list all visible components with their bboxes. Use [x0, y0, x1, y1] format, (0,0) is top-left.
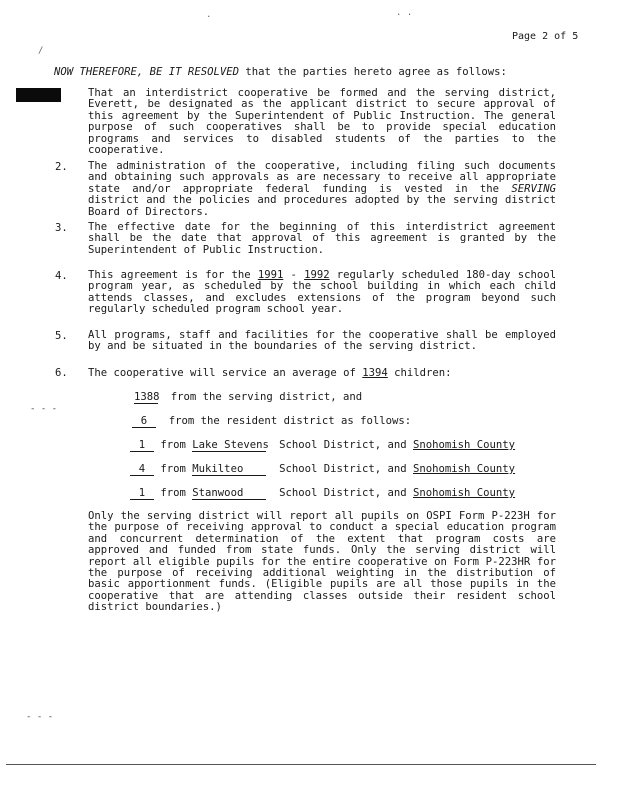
clause-5 [88, 330, 556, 353]
scan-mark: - - - [26, 712, 54, 722]
scan-speck: / [38, 46, 44, 56]
clause-2-number: 2. [55, 161, 68, 173]
clause-2-serving: SERVING [511, 182, 556, 195]
serving-count-line [134, 391, 362, 404]
district-county: Snohomish County [413, 487, 516, 499]
program-year-start: 1991 [257, 269, 284, 281]
serving-count: 1388 [134, 391, 160, 403]
clause-6 [88, 367, 452, 379]
bottom-rule [6, 764, 596, 765]
scan-speck: . . [396, 8, 413, 18]
district-count: 1 [130, 439, 154, 452]
clause-4-text-b: regularly scheduled 180-day school program year, as scheduled by the school building in which each child attends classes, and excludes extensions of the program beyond such regularly scheduled program school year. [88, 269, 556, 316]
district-school: School District, and [279, 439, 407, 451]
clause-4-number: 4. [55, 270, 68, 282]
district-school: School District, and [279, 487, 407, 499]
program-year-end: 1992 [304, 269, 330, 281]
scan-speck: . [206, 10, 212, 20]
page-number: Page 2 of 5 [512, 31, 579, 42]
redaction-block [16, 88, 61, 102]
serving-count-text: from the serving district, and [170, 391, 363, 403]
clause-4-text-a: This agreement is for the [88, 269, 258, 281]
program-year-dash: - [283, 269, 305, 281]
district-from: from [160, 487, 186, 499]
clause-1-text: That an interdistrict cooperative be formed and the serving district, Everett, be designated as the applicant district to secure approval of this agreement by the Superintendent of Public Instruction. The general purpose of such cooperatives shall be to provide special education programs and services to disabled students of the parties to the cooperative. [88, 87, 556, 157]
clause-1 [88, 88, 556, 156]
clause-6-text-a: The cooperative will service an average of [88, 367, 363, 379]
resident-count: 6 [132, 415, 156, 428]
district-school: School District, and [279, 463, 407, 475]
resolution-rest: that the parties hereto agree as follows: [238, 66, 507, 78]
district-county: Snohomish County [413, 439, 516, 451]
district-county: Snohomish County [413, 463, 516, 475]
district-name: Stanwood [192, 487, 266, 500]
district-row [130, 463, 515, 476]
closing-paragraph [88, 511, 556, 614]
average-children: 1394 [362, 367, 388, 379]
district-row [130, 487, 515, 500]
clause-4 [88, 270, 556, 316]
district-count: 4 [130, 463, 154, 476]
resolution-lead: NOW THEREFORE, BE IT RESOLVED [54, 66, 239, 78]
resolution-intro [54, 66, 507, 78]
clause-2-text-a: The administration of the cooperative, including filing such documents and obtaining such approvals as are necessary to receive all appropriate state and/or appropriate federal funding is vested in the [88, 160, 556, 195]
clause-3 [88, 222, 556, 256]
clause-2 [88, 161, 556, 218]
closing-text: Only the serving district will report all pupils on OSPI Form P-223H for the purpose of receiving approval to conduct a special education program and concurrent determination of the extent that program costs are approved and funded from state funds. Only the serving district will report all eligible pupils for the entire cooperative on Form P-223HR for the purpose of receiving additional weighting in the distribution of basic apportionment funds. (Eligible pupils are all those pupils in the cooperative that are attending classes outside their resident school district boundaries.) [88, 510, 556, 614]
district-count: 1 [130, 487, 154, 500]
clause-5-number: 5. [55, 330, 68, 342]
district-name: Mukilteo [192, 463, 266, 476]
clause-2-text-b: district and the policies and procedures adopted by the serving district Board of Directors. [88, 194, 556, 218]
district-row [130, 439, 515, 452]
clause-3-number: 3. [55, 222, 68, 234]
resident-count-line [132, 415, 411, 428]
clause-6-text-b: children: [387, 367, 452, 379]
district-from: from [160, 439, 186, 451]
resident-count-text: from the resident district as follows: [168, 415, 412, 427]
scan-mark: - - - [30, 404, 58, 414]
clause-6-number: 6. [55, 367, 68, 379]
clause-5-text: All programs, staff and facilities for the cooperative shall be employed by and be situated in the boundaries of the serving district. [88, 329, 556, 353]
district-name: Lake Stevens [192, 439, 269, 451]
district-from: from [160, 463, 186, 475]
clause-3-text: The effective date for the beginning of this interdistrict agreement shall be the date that approval of this agreement is granted by the Superintendent of Public Instruction. [88, 221, 556, 256]
